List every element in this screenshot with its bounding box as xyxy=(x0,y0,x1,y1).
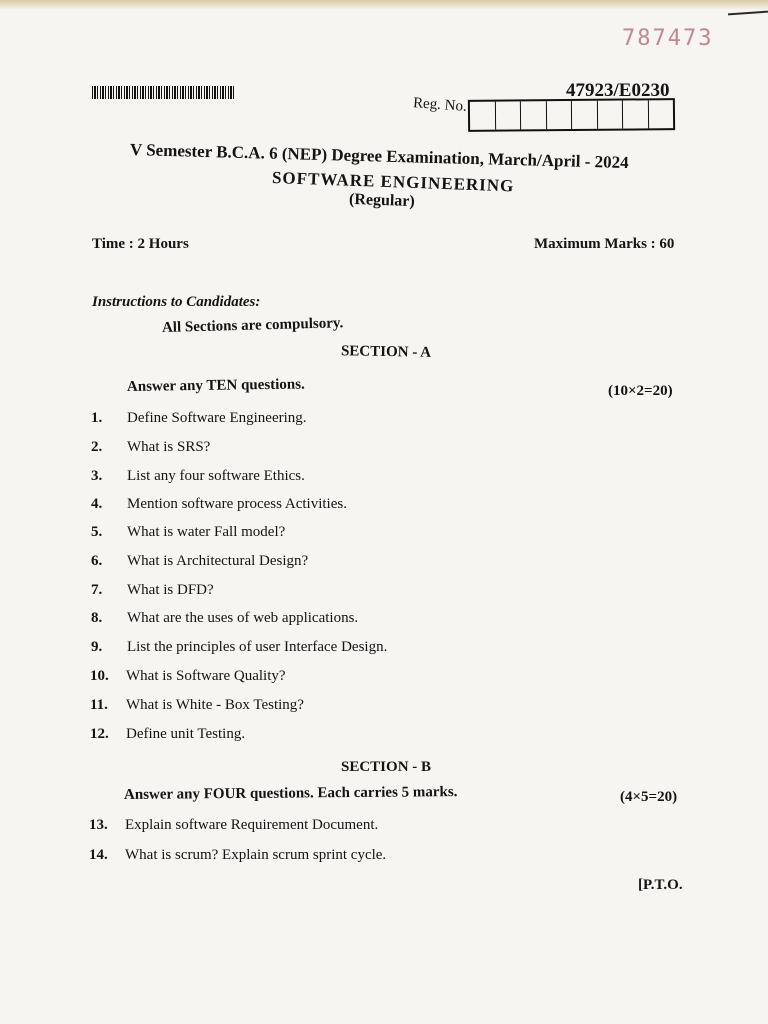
page-top-edge xyxy=(0,0,768,10)
question-text: What is SRS? xyxy=(127,439,211,455)
question-text: What is scrum? Explain scrum sprint cycle. xyxy=(125,847,387,863)
pto-footer: [P.T.O. xyxy=(638,877,683,893)
section-a-marks: (10×2=20) xyxy=(608,383,673,399)
reg-no-boxes[interactable] xyxy=(468,98,675,132)
question-text: What is water Fall model? xyxy=(127,524,286,540)
instructions-text: All Sections are compulsory. xyxy=(161,315,344,336)
question-text: What is Software Quality? xyxy=(126,668,286,684)
scheme-label: (Regular) xyxy=(348,190,416,211)
paper-code: 47923/E0230 xyxy=(566,80,670,101)
reg-no-box[interactable] xyxy=(470,102,496,130)
question-text: Define unit Testing. xyxy=(126,726,246,742)
question-number: 5. xyxy=(91,524,103,540)
question-text: What is DFD? xyxy=(127,582,214,598)
question-text: What is Architectural Design? xyxy=(127,553,309,569)
question-text: Explain software Requirement Document. xyxy=(125,817,379,833)
maximum-marks: Maximum Marks : 60 xyxy=(534,236,675,252)
reg-no-box[interactable] xyxy=(495,101,521,129)
reg-no-box[interactable] xyxy=(572,101,598,129)
subject-title: SOFTWARE ENGINEERING xyxy=(271,168,515,196)
question-number: 2. xyxy=(91,439,103,455)
question-number: 12. xyxy=(90,726,109,742)
edge-mark xyxy=(728,11,768,16)
section-a-instruction: Answer any TEN questions. xyxy=(126,376,305,395)
question-number: 14. xyxy=(89,847,108,863)
question-number: 6. xyxy=(91,553,103,569)
section-b-heading: SECTION - B xyxy=(341,759,432,775)
exam-title: V Semester B.C.A. 6 (NEP) Degree Examination, March/April - 2024 xyxy=(129,140,629,173)
question-text: What are the uses of web applications. xyxy=(127,610,359,626)
exam-duration: Time : 2 Hours xyxy=(92,236,189,252)
question-number: 9. xyxy=(91,639,103,655)
serial-number: 787473 xyxy=(622,26,714,51)
question-number: 11. xyxy=(90,697,108,713)
section-a-heading: SECTION - A xyxy=(340,343,432,361)
question-number: 7. xyxy=(91,582,103,598)
section-b-marks: (4×5=20) xyxy=(620,789,678,805)
question-number: 4. xyxy=(91,496,103,512)
question-number: 8. xyxy=(91,610,103,626)
reg-no-box[interactable] xyxy=(521,101,547,129)
question-text: List any four software Ethics. xyxy=(127,468,305,484)
reg-no-box[interactable] xyxy=(597,101,623,129)
reg-no-label: Reg. No. xyxy=(412,95,468,115)
question-number: 1. xyxy=(91,410,103,426)
question-text: List the principles of user Interface Design. xyxy=(127,639,388,655)
question-number: 3. xyxy=(91,468,103,484)
barcode xyxy=(92,86,234,99)
reg-no-box[interactable] xyxy=(623,100,649,128)
question-text: Define Software Engineering. xyxy=(127,410,307,426)
question-text: Mention software process Activities. xyxy=(127,496,347,512)
section-b-instruction: Answer any FOUR questions. Each carries 5 marks. xyxy=(123,784,458,803)
reg-no-box[interactable] xyxy=(648,100,673,128)
question-number: 10. xyxy=(90,668,109,684)
question-text: What is White - Box Testing? xyxy=(126,697,304,713)
reg-no-box[interactable] xyxy=(546,101,572,129)
instructions-title: Instructions to Candidates: xyxy=(92,294,261,310)
question-number: 13. xyxy=(89,817,108,833)
